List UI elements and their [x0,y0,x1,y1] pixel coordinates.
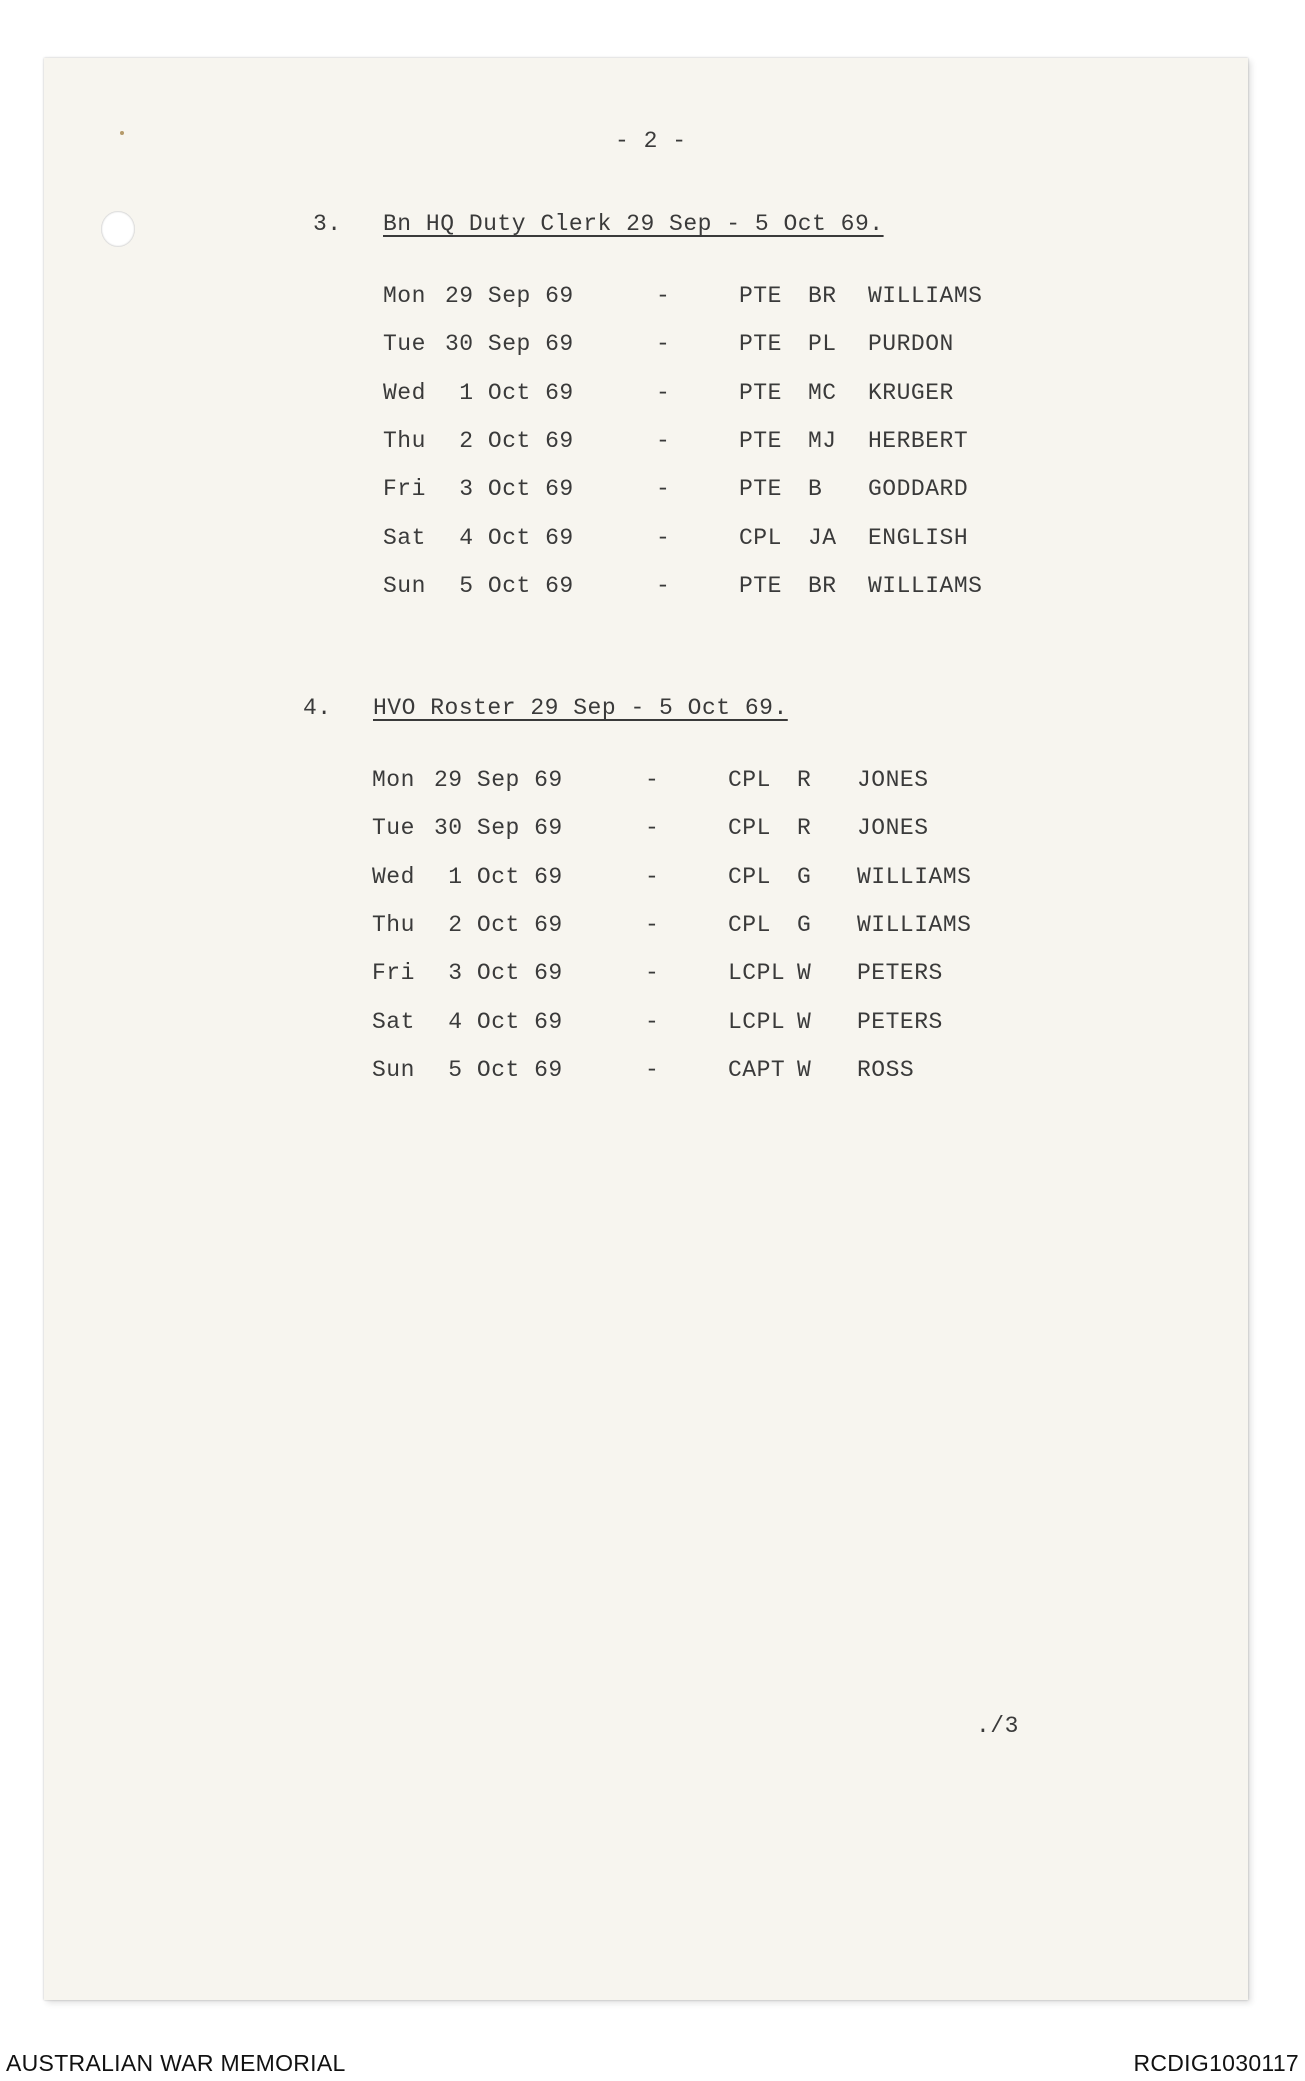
section-title: HVO Roster 29 Sep - 5 Oct 69. [373,695,788,721]
row-initials: W [797,1009,812,1035]
row-date: 3 Oct 69 [434,960,563,986]
row-date: 29 Sep 69 [445,283,574,309]
section-number: 4. [303,695,332,721]
row-separator: - [656,573,671,599]
row-rank: PTE [739,283,782,309]
row-rank: CPL [728,912,771,938]
row-day: Sun [372,1057,415,1083]
row-day: Thu [372,912,415,938]
row-separator: - [656,331,671,357]
section-hvo-roster [303,695,788,773]
paper-mark [120,131,124,135]
row-date: 1 Oct 69 [434,864,563,890]
row-initials: JA [808,525,837,551]
row-separator: - [645,767,660,793]
row-separator: - [656,476,671,502]
row-initials: PL [808,331,837,357]
row-rank: PTE [739,573,782,599]
row-rank: PTE [739,428,782,454]
row-initials: R [797,767,812,793]
row-date: 2 Oct 69 [434,912,563,938]
row-name: WILLIAMS [868,573,983,599]
row-separator: - [645,960,660,986]
row-name: ROSS [857,1057,915,1083]
row-name: PETERS [857,1009,943,1035]
row-date: 5 Oct 69 [445,573,574,599]
row-rank: CPL [739,525,782,551]
row-initials: MC [808,380,837,406]
row-initials: W [797,1057,812,1083]
row-separator: - [645,864,660,890]
punch-hole [101,211,135,247]
row-name: WILLIAMS [868,283,983,309]
row-name: ENGLISH [868,525,969,551]
row-day: Thu [383,428,426,454]
row-separator: - [656,428,671,454]
row-day: Sat [372,1009,415,1035]
row-name: WILLIAMS [857,912,972,938]
row-rank: PTE [739,380,782,406]
row-name: WILLIAMS [857,864,972,890]
row-day: Sun [383,573,426,599]
row-rank: PTE [739,476,782,502]
row-initials: G [797,864,812,890]
row-name: KRUGER [868,380,954,406]
row-name: JONES [857,815,929,841]
row-separator: - [645,912,660,938]
page-number: - 2 - [615,128,687,154]
archive-reference-id: RCDIG1030117 [1133,2050,1299,2076]
row-date: 30 Sep 69 [434,815,563,841]
continuation-reference: ./3 [976,1713,1019,1739]
row-name: GODDARD [868,476,969,502]
section-title: Bn HQ Duty Clerk 29 Sep - 5 Oct 69. [383,211,884,237]
row-rank: CPL [728,815,771,841]
row-date: 2 Oct 69 [445,428,574,454]
row-date: 30 Sep 69 [445,331,574,357]
row-name: JONES [857,767,929,793]
row-rank: PTE [739,331,782,357]
row-separator: - [645,1009,660,1035]
row-initials: BR [808,573,837,599]
row-day: Fri [383,476,426,502]
row-separator: - [645,815,660,841]
row-rank: CPL [728,767,771,793]
row-day: Mon [383,283,426,309]
row-day: Mon [372,767,415,793]
row-date: 1 Oct 69 [445,380,574,406]
row-rank: CAPT [728,1057,786,1083]
row-date: 3 Oct 69 [445,476,574,502]
section-number: 3. [313,211,342,237]
row-day: Wed [372,864,415,890]
row-name: PURDON [868,331,954,357]
row-initials: B [808,476,823,502]
row-day: Fri [372,960,415,986]
row-initials: G [797,912,812,938]
row-separator: - [645,1057,660,1083]
row-initials: BR [808,283,837,309]
archive-name: AUSTRALIAN WAR MEMORIAL [6,2050,346,2076]
row-rank: LCPL [728,1009,786,1035]
row-day: Tue [383,331,426,357]
row-initials: MJ [808,428,837,454]
row-separator: - [656,283,671,309]
section-duty-clerk [313,211,884,289]
row-rank: LCPL [728,960,786,986]
row-date: 4 Oct 69 [445,525,574,551]
row-initials: W [797,960,812,986]
row-separator: - [656,525,671,551]
row-day: Wed [383,380,426,406]
row-day: Tue [372,815,415,841]
row-date: 4 Oct 69 [434,1009,563,1035]
row-date: 29 Sep 69 [434,767,563,793]
row-initials: R [797,815,812,841]
row-name: PETERS [857,960,943,986]
row-rank: CPL [728,864,771,890]
row-date: 5 Oct 69 [434,1057,563,1083]
row-name: HERBERT [868,428,969,454]
row-separator: - [656,380,671,406]
row-day: Sat [383,525,426,551]
